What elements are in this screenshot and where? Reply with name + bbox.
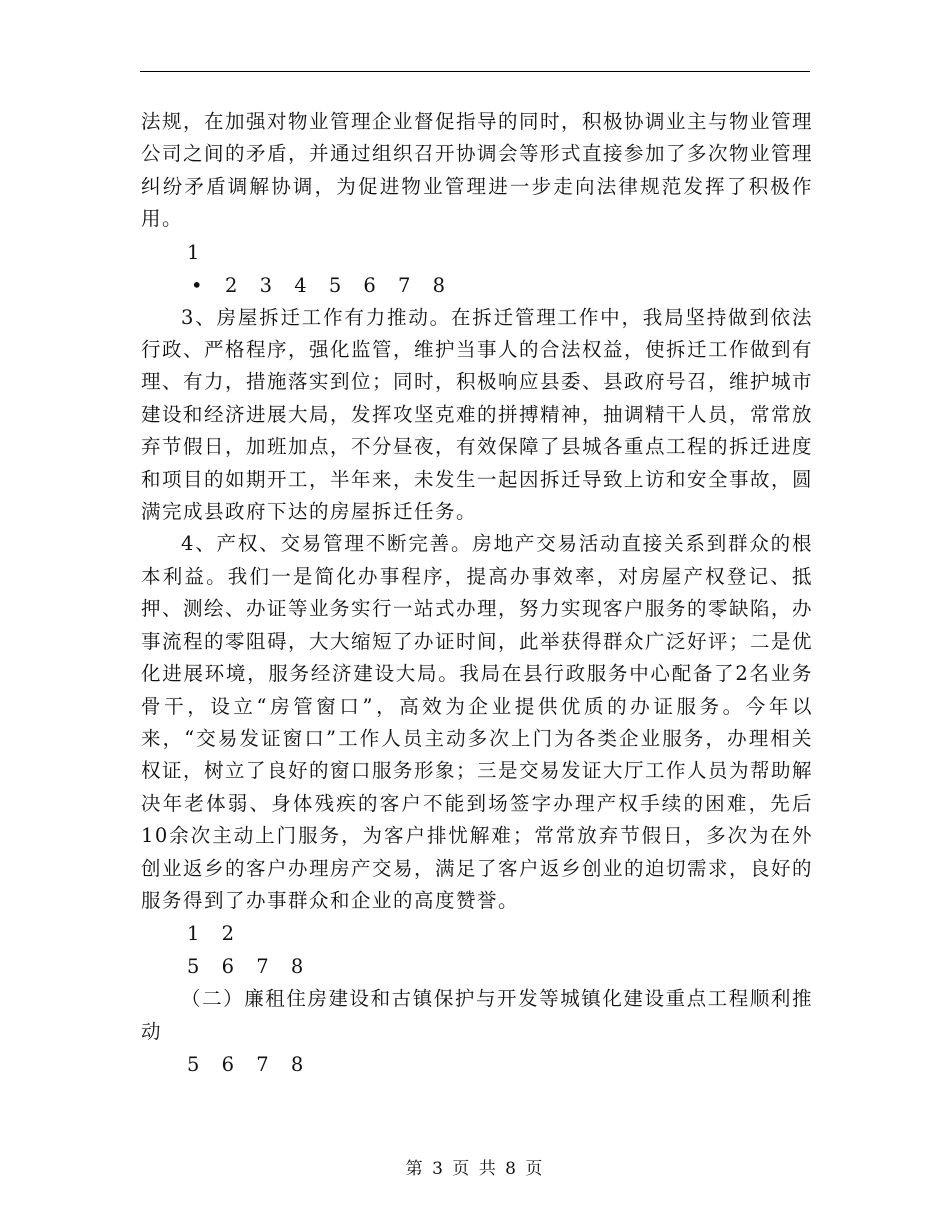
page-number-list: 2 3 4 5 6 7 8 <box>225 273 454 297</box>
page-number-list: 5 6 7 8 <box>187 955 312 979</box>
page-number-bullet-list <box>141 269 813 302</box>
bullet-icon: • <box>191 273 203 297</box>
paragraph-property-rights: 4、产权、交易管理不断完善。房地产交易活动直接关系到群众的根本利益。我们一是简化办事程序，提高办事效率，对房屋产权登记、抵押、测绘、办证等业务实行一站式办理，努力实现客户服务的零缺陷，办事流程的零阻碍，大大缩短了办证时间，此举获得群众广泛好评；二是优化进展环境，服务经济建设大局。我局在县行政服务中心配备了2名业务骨干，设立“房管窗口”，高效为企业提供优质的办证服务。今年以来，“交易发证窗口”工作人员主动多次上门为各类企业服务，办理相关权证，树立了良好的窗口服务形象；三是交易发证大厅工作人员为帮助解决年老体弱、身体残疾的客户不能到场签字办理产权手续的困难，先后10余次主动上门服务，为客户排忧解难；常常放弃节假日，多次为在外创业返乡的客户办理房产交易，满足了客户返乡创业的迫切需求，良好的服务得到了办事群众和企业的高度赞誉。 <box>141 532 814 912</box>
page-number-list: 5 6 7 8 <box>187 1053 312 1077</box>
paragraph-property-management: 法规，在加强对物业管理企业督促指导的同时，积极协调业主与物业管理公司之间的矛盾，并通过组织召开协调会等形式直接参加了多次物业管理纠纷矛盾调解协调，为促进物业管理进一步走向法律规范发挥了积极作用。 <box>141 110 814 231</box>
section-heading: （二）廉租住房建设和古镇保护与开发等城镇化建设重点工程顺利推动 <box>141 987 813 1043</box>
header-rule <box>140 71 810 72</box>
page-number-list: 1 <box>187 240 208 264</box>
page-footer: 第 3 页 共 8 页 <box>405 1159 545 1179</box>
document-body <box>141 106 813 1081</box>
paragraph-demolition: 3、房屋拆迁工作有力推动。在拆迁管理工作中，我局坚持做到依法行政、严格程序，强化监管，维护当事人的合法权益，使拆迁工作做到有理、有力，措施落实到位；同时，积极响应县委、县政府号召，维护城市建设和经济进展大局，发挥攻坚克难的拼搏精神，抽调精干人员，常常放弃节假日，加班加点，不分昼夜，有效保障了县城各重点工程的拆迁进度和项目的如期开工，半年来，未发生一起因拆迁导致上访和安全事故，圆满完成县政府下达的房屋拆迁任务。 <box>141 305 814 524</box>
page-number-list: 1 2 <box>187 922 243 946</box>
